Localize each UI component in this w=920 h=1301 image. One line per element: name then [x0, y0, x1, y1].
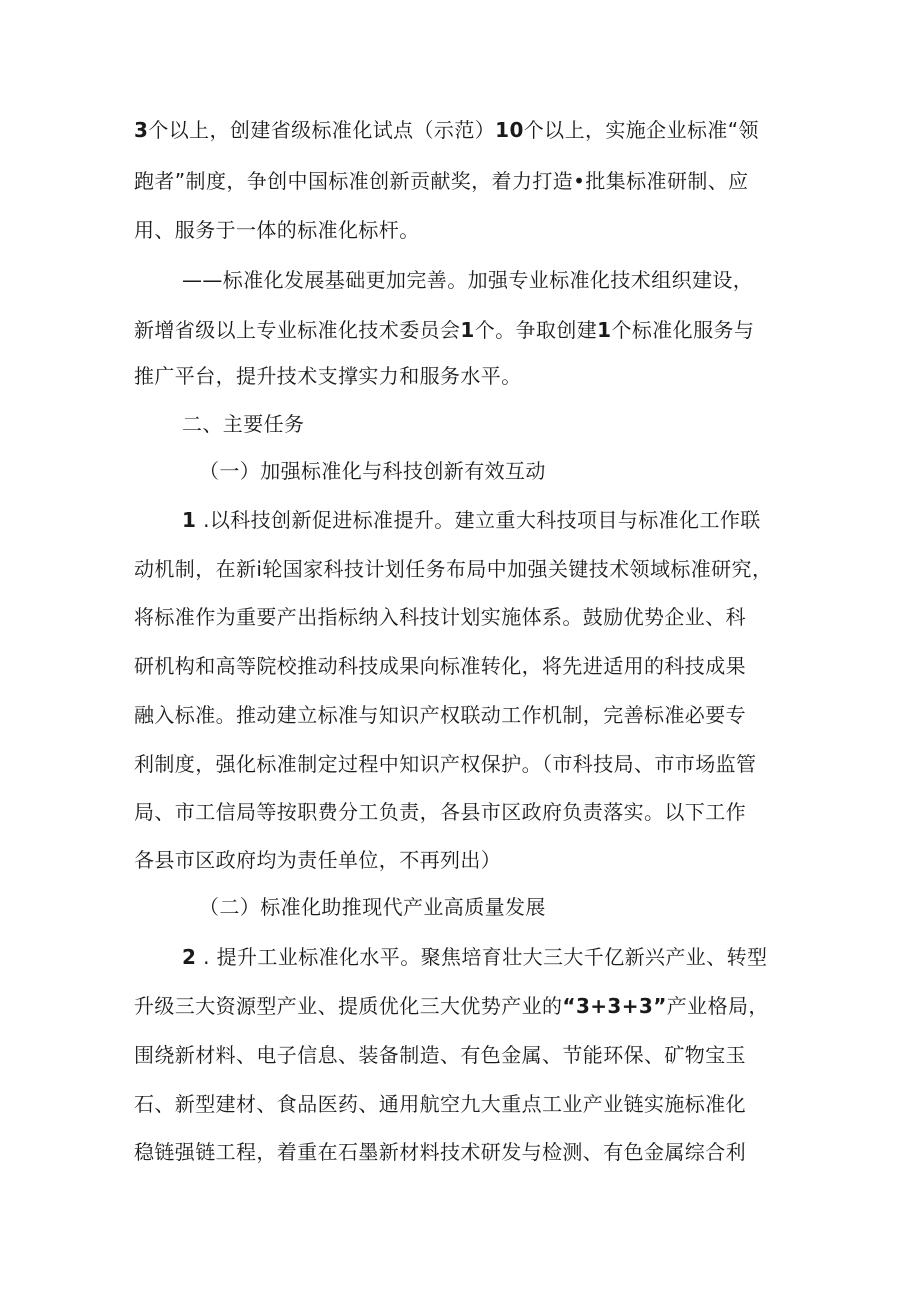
text-run: （二）标准化助推现代产业高质量发展 [199, 895, 546, 919]
bold-text-run: 10 [495, 118, 524, 142]
text-run: 研机构和高等院校推动科技成果向标准转化，将先进适用的科技成果 [134, 654, 746, 678]
text-run: 升级三大资源型产业、提质优化三大优势产业的 [134, 994, 563, 1018]
bold-text-run: 1 [460, 318, 475, 342]
text-line [134, 115, 794, 145]
bold-text-run: 1 [182, 508, 197, 532]
text-line [134, 602, 794, 632]
text-line [134, 554, 794, 584]
text-line [134, 651, 794, 681]
text-run: 用、服务于一体的标准化标杆。 [134, 218, 420, 242]
text-run: 个标准化服务与 [611, 318, 755, 342]
text-line [134, 1040, 794, 1070]
bold-text-run: 3 [134, 118, 149, 142]
text-run: 利制度，强化标准制定过程中知识产权保护。（市科技局、市市场监管 [134, 752, 757, 776]
text-line [134, 166, 794, 196]
text-run: 局、市工信局等按职费分工负责，各县市区政府负责落实。以下工作 [134, 800, 746, 824]
text-run: 产业格局， [666, 994, 769, 1018]
text-line [134, 215, 794, 245]
subsection-heading [199, 892, 859, 922]
text-run: 石、新型建材、食品医药、通用航空九大重点工业产业链实施标准化 [134, 1092, 746, 1116]
text-run: 动机制，在新i轮国家科技计划任务布局中加强关键技术领域标准研究， [134, 557, 773, 581]
text-run: 个以上，创建省级标准化试点（示范） [148, 118, 496, 142]
text-run: 稳链强链工程，着重在石墨新材料技术研发与检测、有色金属综合利 [134, 1140, 746, 1164]
text-run: 二、主要任务 [182, 412, 305, 436]
bold-text-run: “3+3+3” [562, 994, 667, 1018]
text-run: . 提升工业标准化水平。聚焦培育壮大三大千亿新兴产业、转型 [196, 945, 768, 969]
text-run: 融入标准。推动建立标准与知识产权联动工作机制，完善标准必要专 [134, 703, 746, 727]
text-run: 推广平台，提升技术支撑实力和服务水平。 [134, 364, 522, 388]
text-line [134, 315, 794, 345]
text-line [134, 797, 794, 827]
subsection-heading [199, 456, 859, 486]
text-line [134, 991, 794, 1021]
text-run: 新增省级以上专业标准化技术委员会 [134, 318, 461, 342]
bold-text-run: 1 [597, 318, 612, 342]
bold-text-run: 2 [182, 945, 197, 969]
text-line [182, 942, 794, 972]
text-line [134, 845, 794, 875]
text-run: 个。争取创建 [474, 318, 598, 342]
text-run: ——标准化发展基础更加完善。加强专业标准化技术组织建设， [182, 268, 754, 292]
text-run: .以科技创新促进标准提升。建立重大科技项目与标准化工作联 [196, 508, 761, 532]
text-line [182, 505, 794, 535]
text-line [182, 265, 794, 295]
text-run: 个以上，实施企业标准“领 [523, 118, 759, 142]
text-line [134, 1137, 794, 1167]
text-run: （一）加强标准化与科技创新有效互动 [199, 459, 546, 483]
text-line [134, 1089, 794, 1119]
text-line [134, 749, 794, 779]
section-heading [182, 409, 842, 439]
text-run: 围绕新材料、电子信息、装备制造、有色金属、节能环保、矿物宝玉 [134, 1043, 746, 1067]
text-run: 将标准作为重要产出指标纳入科技计划实施体系。鼓励优势企业、科 [134, 605, 746, 629]
text-line [134, 361, 794, 391]
text-line [134, 700, 794, 730]
text-run: 跑者”制度，争创中国标准创新贡献奖，着力打造•批集标准研制、应 [134, 169, 749, 193]
text-run: 各县市区政府均为责任单位，不再列出） [134, 848, 502, 872]
